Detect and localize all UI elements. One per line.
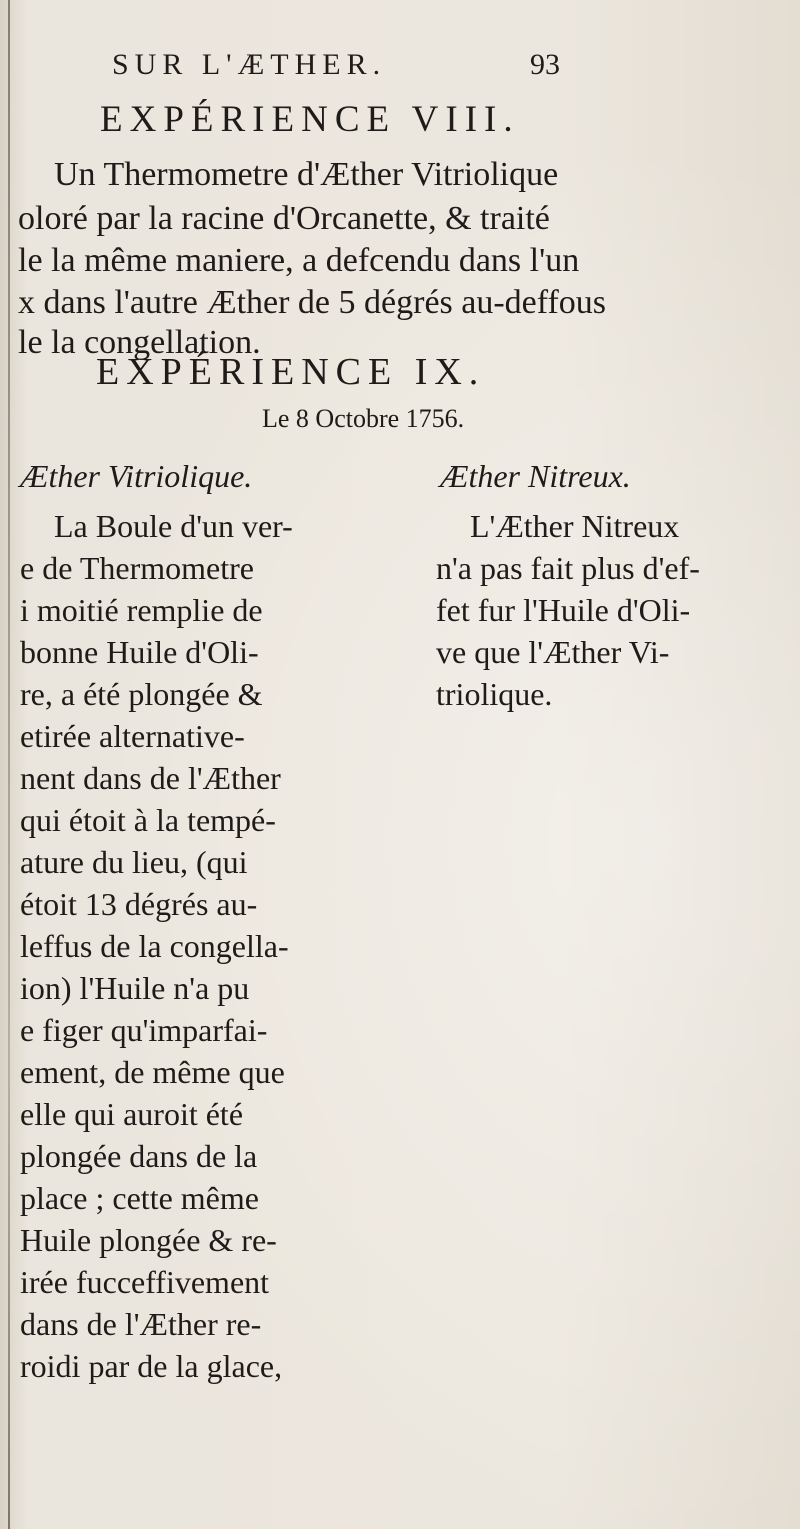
column-line: fet fur l'Huile d'Oli-	[436, 592, 691, 628]
page-number: 93	[530, 48, 560, 81]
column-line: ve que l'Æther Vi-	[436, 634, 670, 670]
left-column-heading: Æther Vitriolique.	[20, 458, 253, 494]
paragraph-line: le la congellation.	[18, 324, 261, 361]
column-line: plongée dans de la	[20, 1138, 258, 1174]
column-line: bonne Huile d'Oli-	[20, 634, 259, 670]
paragraph-line: oloré par la racine d'Orcanette, & traité	[18, 200, 550, 237]
experiment-date: Le 8 Octobre 1756.	[262, 404, 465, 433]
column-line: elle qui auroit été	[20, 1096, 244, 1132]
column-line: ion) l'Huile n'a pu	[20, 970, 250, 1006]
column-line: i moitié remplie de	[20, 592, 263, 628]
column-line: triolique.	[436, 676, 553, 712]
column-line: e de Thermometre	[20, 550, 254, 586]
column-line: Huile plongée & re-	[20, 1222, 277, 1258]
column-line: e figer qu'imparfai-	[20, 1012, 268, 1048]
column-line: re, a été plongée &	[20, 676, 263, 712]
column-line: étoit 13 dégrés au-	[20, 886, 258, 922]
column-line: qui étoit à la tempé-	[20, 802, 276, 838]
column-line: ement, de même que	[20, 1054, 285, 1090]
paragraph-line: x dans l'autre Æther de 5 dégrés au-deffous	[18, 284, 607, 321]
column-line: L'Æther Nitreux	[470, 508, 680, 544]
experience-viii-title: EXPÉRIENCE VIII.	[100, 99, 520, 140]
paragraph-line: le la même maniere, a defcendu dans l'un	[18, 242, 580, 279]
column-line: place ; cette même	[20, 1180, 259, 1216]
column-line: La Boule d'un ver-	[54, 508, 293, 544]
column-line: roidi par de la glace,	[20, 1348, 283, 1384]
column-line: nent dans de l'Æther	[20, 760, 281, 796]
paragraph-line: Un Thermometre d'Æther Vitriolique	[54, 156, 559, 193]
running-header	[112, 48, 612, 82]
column-line: ature du lieu, (qui	[20, 844, 248, 880]
column-line: n'a pas fait plus d'ef-	[436, 550, 700, 586]
column-line: dans de l'Æther re-	[20, 1306, 262, 1342]
binding-gutter	[8, 0, 10, 1529]
right-column-heading: Æther Nitreux.	[440, 458, 631, 494]
column-line: etirée alternative-	[20, 718, 245, 754]
running-title: SUR L'ÆTHER.	[112, 48, 387, 81]
column-line: irée fucceffivement	[20, 1264, 270, 1300]
experience-ix-title: EXPÉRIENCE IX.	[96, 351, 486, 393]
column-line: leffus de la congella-	[20, 928, 289, 964]
